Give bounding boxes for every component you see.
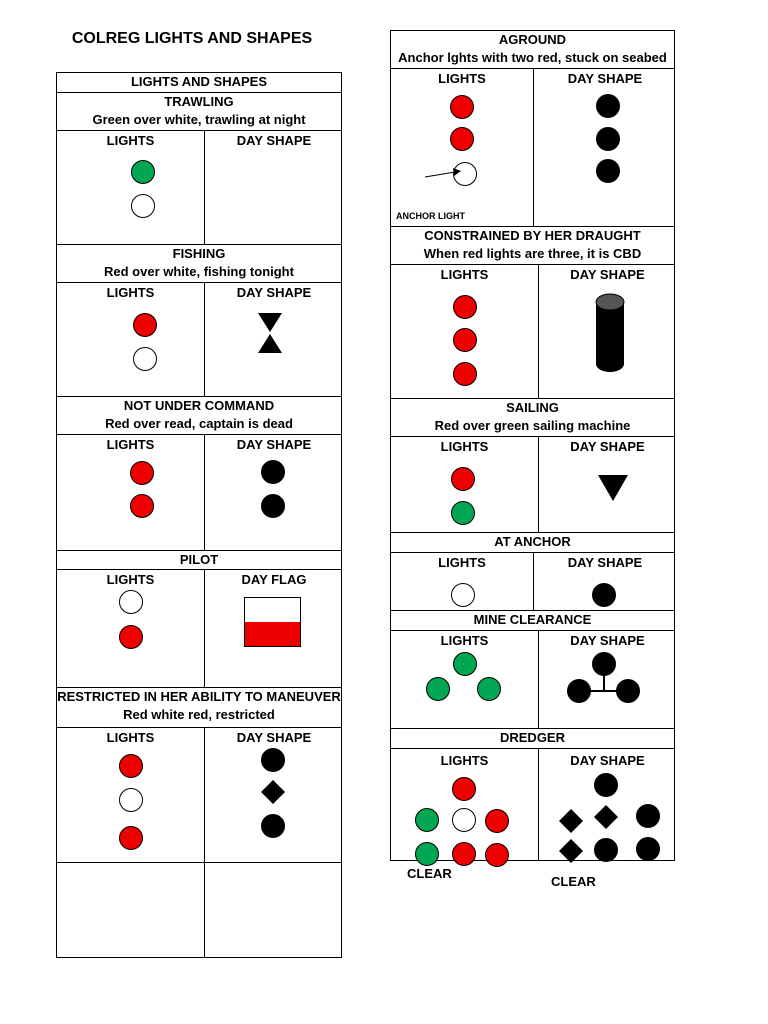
fishing-subtitle: Red over white, fishing tonight xyxy=(104,264,294,279)
black-ball-shape xyxy=(636,837,660,861)
black-ball-shape xyxy=(261,814,285,838)
black-ball-shape xyxy=(592,583,616,607)
clear-side-label: CLEAR xyxy=(551,874,596,889)
anchor-header xyxy=(391,533,674,553)
aground-lights-label: LIGHTS xyxy=(438,71,486,86)
cylinder-shape-icon xyxy=(595,293,625,373)
right-table xyxy=(390,30,675,889)
sailing-title: SAILING xyxy=(506,400,559,415)
ram-lights-label: LIGHTS xyxy=(106,730,155,745)
green-light xyxy=(453,652,477,676)
black-ball-shape xyxy=(594,773,618,797)
red-light xyxy=(452,777,476,801)
nuc-lights-label: LIGHTS xyxy=(106,437,155,452)
sailing-lights-label: LIGHTS xyxy=(440,439,489,454)
mine-title: MINE CLEARANCE xyxy=(473,612,592,627)
mine-lights-label: LIGHTS xyxy=(440,633,489,648)
red-light xyxy=(452,842,476,866)
black-diamond-shape-icon xyxy=(559,809,583,833)
pilot-body xyxy=(57,570,341,688)
page-title: COLREG LIGHTS AND SHAPES xyxy=(71,30,313,47)
red-light xyxy=(485,809,509,833)
black-ball-shape xyxy=(616,679,640,703)
trawling-lights-label: LIGHTS xyxy=(106,133,155,148)
black-diamond-shape-icon xyxy=(261,780,285,804)
ram-subtitle: Red white red, restricted xyxy=(123,707,275,722)
cbd-title: CONSTRAINED BY HER DRAUGHT xyxy=(424,228,641,243)
dredger-lights-label: LIGHTS xyxy=(440,753,489,768)
cbd-body xyxy=(391,265,674,399)
ram-body xyxy=(57,728,341,863)
green-light xyxy=(451,501,475,525)
hourglass-shape-icon xyxy=(257,313,283,353)
anchor-title: AT ANCHOR xyxy=(494,534,571,549)
nuc-body xyxy=(57,435,341,551)
left-table xyxy=(56,72,342,958)
sailing-body xyxy=(391,437,674,533)
green-light xyxy=(426,677,450,701)
fishing-dayshape-label: DAY SHAPE xyxy=(236,285,312,300)
pilot-title: PILOT xyxy=(179,552,219,567)
red-light xyxy=(133,313,157,337)
red-light xyxy=(119,625,143,649)
black-ball-shape xyxy=(636,804,660,828)
black-ball-shape xyxy=(596,159,620,183)
nuc-subtitle: Red over read, captain is dead xyxy=(105,416,293,431)
left-table-header: LIGHTS AND SHAPES xyxy=(57,73,341,93)
red-light xyxy=(451,467,475,491)
anchor-lights-label: LIGHTS xyxy=(438,555,486,570)
mine-body xyxy=(391,631,674,729)
sailing-header xyxy=(391,399,674,437)
green-light xyxy=(477,677,501,701)
cone-down-shape-icon xyxy=(598,475,628,501)
white-light xyxy=(131,194,155,218)
cbd-header xyxy=(391,227,674,265)
red-light xyxy=(450,127,474,151)
trawling-dayshape-label: DAY SHAPE xyxy=(236,133,312,148)
dredger-header xyxy=(391,729,674,749)
red-light xyxy=(450,95,474,119)
fishing-body xyxy=(57,283,341,397)
fishing-header xyxy=(57,245,341,283)
dredger-dayshape-label: DAY SHAPE xyxy=(570,753,645,768)
anchor-body xyxy=(391,553,674,611)
pilot-header xyxy=(57,551,341,570)
anchor-light-label: ANCHOR LIGHT xyxy=(396,211,465,221)
arrow-icon xyxy=(425,166,465,180)
trawling-title: TRAWLING xyxy=(164,94,234,109)
ram-dayshape-label: DAY SHAPE xyxy=(236,730,312,745)
red-light xyxy=(453,328,477,352)
trawling-subtitle: Green over white, trawling at night xyxy=(92,112,306,127)
fishing-title: FISHING xyxy=(172,246,226,261)
nuc-header xyxy=(57,397,341,435)
cbd-lights-label: LIGHTS xyxy=(440,267,489,282)
cbd-dayshape-label: DAY SHAPE xyxy=(570,267,645,282)
pilot-dayflag-label: DAY FLAG xyxy=(241,572,307,587)
red-light xyxy=(130,461,154,485)
clear-side-label: CLEAR xyxy=(407,866,452,881)
aground-subtitle: Anchor lghts with two red, stuck on seabed xyxy=(398,50,667,65)
black-ball-shape xyxy=(596,127,620,151)
trawling-body xyxy=(57,131,341,245)
green-light xyxy=(415,808,439,832)
white-light xyxy=(133,347,157,371)
white-light xyxy=(452,808,476,832)
pilot-flag-icon xyxy=(244,597,301,647)
nuc-title: NOT UNDER COMMAND xyxy=(123,398,275,413)
red-light xyxy=(453,362,477,386)
black-diamond-shape-icon xyxy=(559,839,583,863)
aground-header xyxy=(391,31,674,69)
ram-title: RESTRICTED IN HER ABILITY TO MANEUVER xyxy=(57,689,341,704)
black-ball-shape xyxy=(567,679,591,703)
anchor-dayshape-label: DAY SHAPE xyxy=(567,555,643,570)
dredger-body xyxy=(391,749,674,889)
cbd-subtitle: When red lights are three, it is CBD xyxy=(423,246,642,261)
black-ball-shape xyxy=(592,652,616,676)
white-light xyxy=(119,590,143,614)
trawling-header xyxy=(57,93,341,131)
mine-dayshape-label: DAY SHAPE xyxy=(570,633,645,648)
green-light xyxy=(415,842,439,866)
mine-header xyxy=(391,611,674,631)
white-light xyxy=(451,583,475,607)
red-light xyxy=(453,295,477,319)
red-light xyxy=(119,754,143,778)
empty-row xyxy=(57,863,341,957)
red-light xyxy=(130,494,154,518)
aground-dayshape-label: DAY SHAPE xyxy=(567,71,643,86)
red-light xyxy=(119,826,143,850)
black-ball-shape xyxy=(594,838,618,862)
pilot-lights-label: LIGHTS xyxy=(106,572,155,587)
black-diamond-shape-icon xyxy=(594,805,618,829)
fishing-lights-label: LIGHTS xyxy=(106,285,155,300)
dredger-title: DREDGER xyxy=(499,730,565,745)
aground-title: AGROUND xyxy=(498,32,567,47)
white-light xyxy=(119,788,143,812)
black-ball-shape xyxy=(261,748,285,772)
black-ball-shape xyxy=(261,494,285,518)
sailing-subtitle: Red over green sailing machine xyxy=(434,418,631,433)
aground-body xyxy=(391,69,674,227)
ram-header xyxy=(57,688,341,728)
black-ball-shape xyxy=(596,94,620,118)
red-light xyxy=(485,843,509,867)
green-light xyxy=(131,160,155,184)
black-ball-shape xyxy=(261,460,285,484)
nuc-dayshape-label: DAY SHAPE xyxy=(236,437,312,452)
sailing-dayshape-label: DAY SHAPE xyxy=(570,439,645,454)
